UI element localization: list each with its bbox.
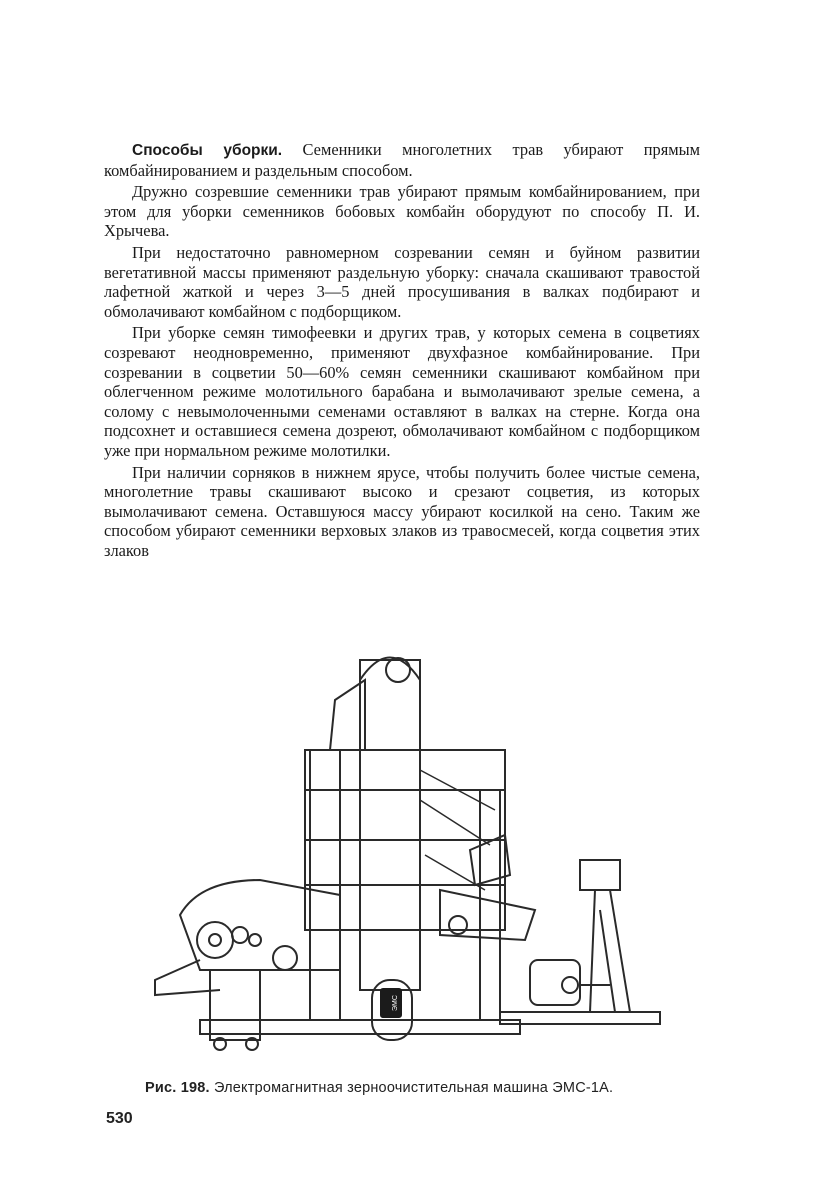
elevator-tower	[360, 660, 420, 990]
grain-cleaning-machine-drawing	[140, 640, 670, 1070]
magnetic-drum	[197, 922, 233, 958]
figure-caption-text: Электромагнитная зерноочистительная машина ЭМС-1А.	[213, 1080, 614, 1096]
figure-label: Рис. 198.	[145, 1080, 210, 1096]
body-text	[104, 140, 700, 560]
figure-caption	[145, 1080, 705, 1096]
nameplate-text: ЭМС	[392, 995, 399, 1011]
paragraph-3: При недостаточно равномерном созревании семян и буйном развитии вегетативной массы применяют раздельную уборку: сначала скашивают травостой лафетной жаткой и через 3—5 дней просушивания в валках подбирают и обмолачивают комбайном с подборщиком.	[104, 242, 700, 321]
paragraph-5: При наличии сорняков в нижнем ярусе, чтобы получить более чистые семена, многолетние травы скашивают высоко и срезают соцветия, из которых вымолачивают семена. Оставшуюся массу убирают косилкой на сено. Таким же способом убирают семенники верховых злаков из травосмесей, когда соцветия этих злаков	[104, 462, 700, 560]
elevator-pulley	[386, 658, 410, 682]
motor-base-frame	[500, 1012, 660, 1024]
left-support-stand	[210, 970, 260, 1040]
electric-motor	[530, 960, 580, 1005]
control-box	[580, 860, 620, 890]
paragraph-1-text: Семенники многолетних трав убирают прямым комбайнированием и раздельным способом.	[104, 140, 700, 180]
page-number: 530	[106, 1110, 133, 1127]
paragraph-2: Дружно созревшие семенники трав убирают прямым комбайнированием, при этом для уборки семенников бобовых комбайн оборудуют по способу П. И. Хрычева.	[104, 182, 700, 241]
paragraph-1	[104, 140, 700, 180]
machine-base-frame	[200, 1020, 520, 1034]
machine-illustration	[140, 640, 670, 1070]
control-post	[590, 890, 595, 1012]
sieve-lines	[420, 770, 495, 890]
drive-pulley	[273, 946, 297, 970]
section-lead-title: Способы уборки.	[132, 142, 283, 159]
discharge-wheel	[449, 916, 467, 934]
paragraph-4: При уборке семян тимофеевки и других трав, у которых семена в соцветиях созревают неодновременно, применяют двухфазное комбайнирование. При созревании в соцветии 50—60% семян семенники скашивают комбайном при облегченном режиме молотильного барабана и вымолачивают зрелые семена, а солому с невымолоченными семенами оставляют в валках на стерне. Когда она подсохнет и оставшиеся семена дозреют, обмолачивают комбайном с подборщиком уже при нормальном режиме молотилки.	[104, 323, 700, 460]
